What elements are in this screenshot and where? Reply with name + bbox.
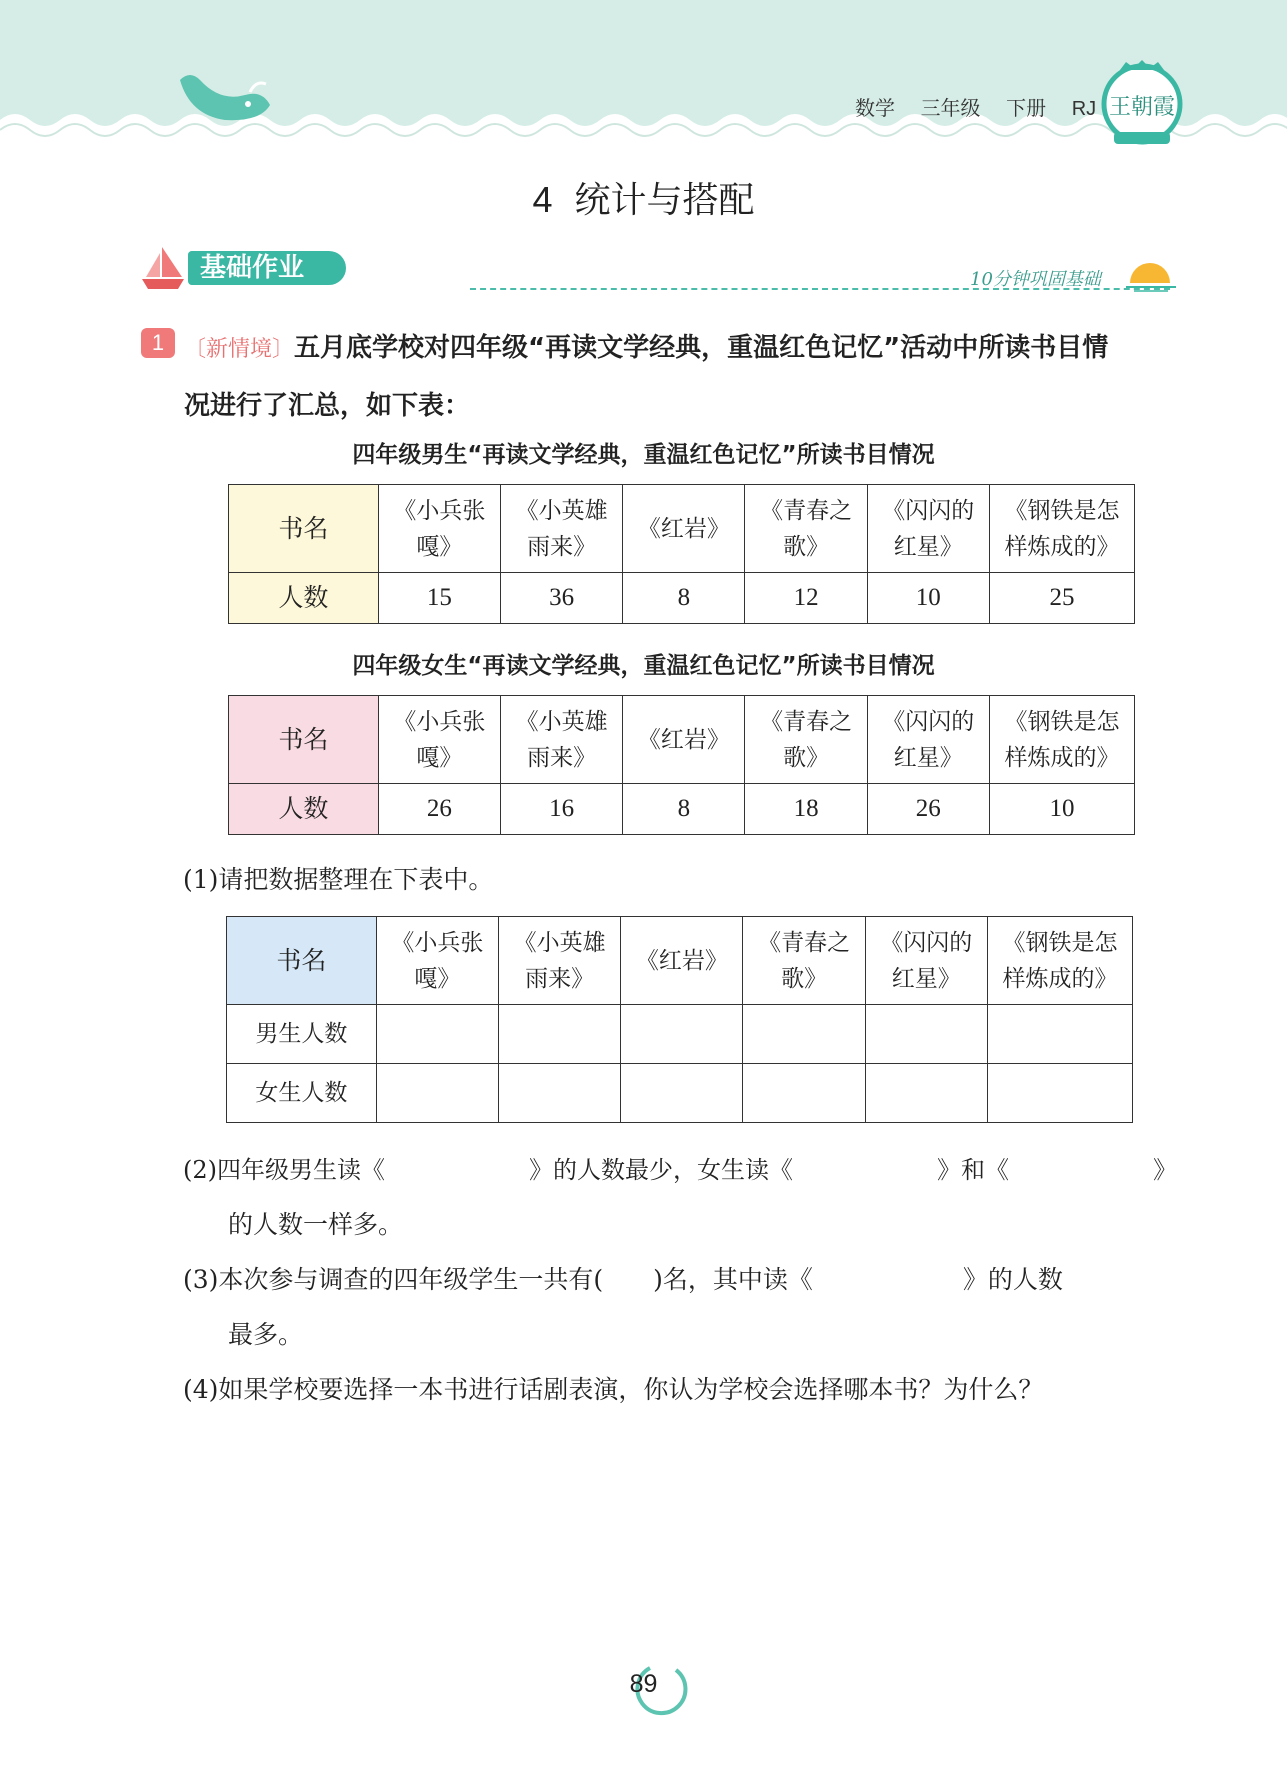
book-cell: 《钢铁是怎 样炼成的》 (989, 696, 1134, 784)
answer-cell[interactable] (987, 1064, 1132, 1123)
row-label-boys: 男生人数 (227, 1005, 377, 1064)
combined-table (226, 916, 1133, 1123)
book-cell: 《青春之 歌》 (745, 696, 867, 784)
subject-label: 数学 (855, 98, 895, 120)
edition-label: RJ (1071, 98, 1097, 120)
girls-table (228, 695, 1135, 835)
book-cell: 《小英雄 雨来》 (498, 917, 620, 1005)
book-cell: 《小兵张 嘎》 (378, 485, 500, 573)
count-cell: 10 (867, 573, 989, 624)
book-cell: 《钢铁是怎 样炼成的》 (987, 917, 1132, 1005)
girls-table-caption: 四年级女生“再读文学经典，重温红色记忆”所读书目情况 (352, 653, 935, 679)
answer-cell[interactable] (621, 1005, 743, 1064)
section-header (140, 245, 1180, 295)
question-number: 1 (141, 328, 175, 358)
count-cell: 25 (989, 573, 1134, 624)
answer-cell[interactable] (865, 1005, 987, 1064)
answer-cell[interactable] (376, 1064, 498, 1123)
sunrise-icon (1124, 253, 1180, 293)
book-cell: 《钢铁是怎 样炼成的》 (989, 485, 1134, 573)
sailboat-icon (140, 245, 186, 291)
grade-label: 三年级 (920, 98, 981, 120)
answer-cell[interactable] (376, 1005, 498, 1064)
book-cell: 《青春之 歌》 (745, 485, 867, 573)
row-label-book: 书名 (229, 485, 379, 573)
book-cell: 《青春之 歌》 (743, 917, 865, 1005)
book-cell: 《闪闪的 红星》 (867, 485, 989, 573)
count-cell: 36 (500, 573, 622, 624)
book-cell: 《小英雄 雨来》 (500, 696, 622, 784)
chapter-number: 4 (532, 179, 553, 220)
question-line2: 况进行了汇总，如下表： (184, 391, 471, 421)
answer-cell[interactable] (987, 1005, 1132, 1064)
whale-icon (170, 70, 280, 130)
count-cell: 26 (378, 784, 500, 835)
section-label: 基础作业 (188, 251, 346, 285)
book-cell: 《红岩》 (621, 917, 743, 1005)
book-meta (855, 92, 1116, 121)
page-title (0, 172, 1287, 223)
count-cell: 10 (989, 784, 1134, 835)
answer-cell[interactable] (621, 1064, 743, 1123)
row-label-girls: 女生人数 (227, 1064, 377, 1123)
row-label-count: 人数 (229, 784, 379, 835)
book-cell: 《闪闪的 红星》 (865, 917, 987, 1005)
row-label-book: 书名 (229, 696, 379, 784)
count-cell: 15 (378, 573, 500, 624)
subquestion-2-line1: (2)四年级男生读《 》的人数最少，女生读《 》和《 》 (183, 1156, 1177, 1184)
page-header (0, 0, 1287, 150)
brand-logo (1100, 58, 1184, 148)
book-cell: 《小兵张 嘎》 (376, 917, 498, 1005)
book-cell: 《红岩》 (623, 696, 745, 784)
chapter-title: 统计与搭配 (574, 179, 755, 220)
book-cell: 《小英雄 雨来》 (500, 485, 622, 573)
subquestion-3-line1: (3)本次参与调查的四年级学生一共有( )名，其中读《 》的人数 (183, 1265, 1063, 1294)
book-cell: 《红岩》 (623, 485, 745, 573)
count-cell: 26 (867, 784, 989, 835)
brand-name: 王朝霞 (1108, 95, 1176, 120)
subquestion-1: (1)请把数据整理在下表中。 (183, 865, 494, 894)
count-cell: 16 (500, 784, 622, 835)
page-number: 89 (629, 1670, 658, 1698)
count-cell: 8 (623, 784, 745, 835)
row-label-book: 书名 (227, 917, 377, 1005)
count-cell: 12 (745, 573, 867, 624)
answer-cell[interactable] (498, 1064, 620, 1123)
count-cell: 18 (745, 784, 867, 835)
answer-cell[interactable] (743, 1005, 865, 1064)
row-label-count: 人数 (229, 573, 379, 624)
question-tag: 〔新情境〕 (184, 337, 295, 362)
answer-cell[interactable] (498, 1005, 620, 1064)
book-cell: 《小兵张 嘎》 (378, 696, 500, 784)
answer-cell[interactable] (743, 1064, 865, 1123)
subquestion-4: (4)如果学校要选择一本书进行话剧表演，你认为学校会选择哪本书？为什么？ (183, 1375, 1044, 1404)
subquestion-3-line2: 最多。 (228, 1320, 304, 1349)
book-cell: 《闪闪的 红星》 (867, 696, 989, 784)
question-line1: 五月底学校对四年级“再读文学经典，重温红色记忆”活动中所读书目情 (294, 333, 1109, 363)
section-subtitle: 10分钟巩固基础 (970, 269, 1101, 290)
question-text (184, 320, 1184, 434)
answer-cell[interactable] (865, 1064, 987, 1123)
subquestion-2-line2: 的人数一样多。 (228, 1210, 404, 1239)
volume-label: 下册 (1006, 98, 1047, 120)
boys-table-caption: 四年级男生“再读文学经典，重温红色记忆”所读书目情况 (352, 442, 935, 468)
count-cell: 8 (623, 573, 745, 624)
boys-table (228, 484, 1135, 624)
